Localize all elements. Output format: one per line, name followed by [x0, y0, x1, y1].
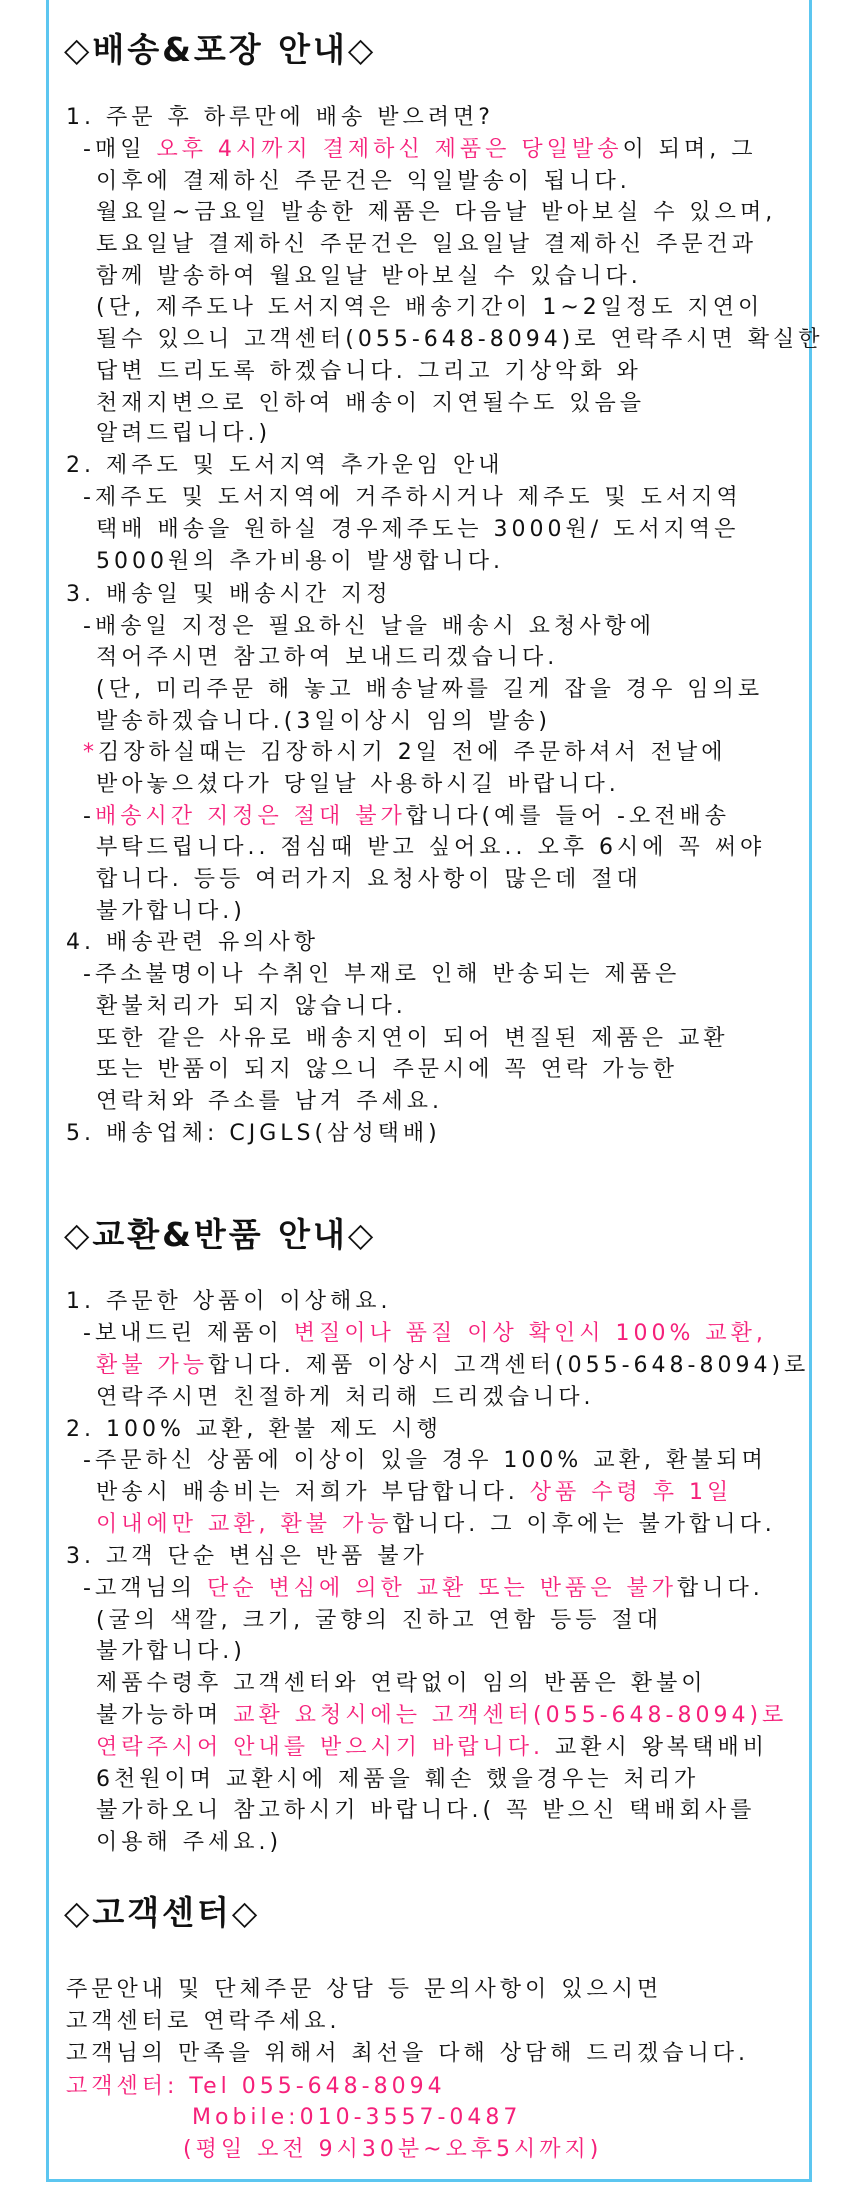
text-segment: 천재지변으로 인하여 배송이 지연될수도 있음을	[96, 391, 646, 416]
text-line	[96, 1795, 755, 1827]
text-line	[96, 1605, 662, 1637]
text-line	[96, 166, 631, 198]
text-line	[96, 1086, 443, 1118]
text-segment: 2. 제주도 및 도서지역 추가운임 안내	[66, 453, 504, 478]
text-segment: 연락주시면 친절하게 처리해 드리겠습니다.	[96, 1385, 595, 1410]
text-line	[83, 1573, 764, 1605]
text-line	[96, 1509, 776, 1541]
text-line	[66, 1974, 662, 2006]
text-segment: 불가합니다.)	[96, 1639, 246, 1664]
text-line	[66, 1118, 441, 1150]
highlighted-text: (평일 오전 9시30분~오후5시까지)	[183, 2137, 603, 2162]
text-line	[96, 324, 824, 356]
text-segment: -제주도 및 도서지역에 거주하시거나 제주도 및 도서지역	[83, 485, 742, 510]
text-line	[96, 1023, 729, 1055]
text-line	[96, 674, 763, 706]
highlighted-text: 배송시간 지정은 절대 불가	[94, 804, 406, 829]
text-segment: 합니다. 그 이후에는 불가합니다.	[392, 1512, 776, 1537]
text-segment: 받아놓으셨다가 당일날 사용하시길 바랍니다.	[96, 772, 620, 797]
text-segment: 교환시 왕복택배비	[544, 1735, 769, 1760]
text-line	[96, 546, 504, 578]
text-segment: (굴의 색깔, 크기, 굴향의 진하고 연함 등등 절대	[96, 1608, 663, 1633]
text-segment: -	[83, 804, 95, 829]
text-line	[96, 514, 739, 546]
text-line	[96, 769, 620, 801]
text-line	[83, 801, 730, 833]
highlighted-text: 이내에만 교환, 환불 가능	[96, 1512, 393, 1537]
text-segment: 합니다. 등등 여러가지 요청사항이 많은데 절대	[96, 867, 642, 892]
text-line	[96, 1382, 595, 1414]
text-line	[96, 896, 246, 928]
text-segment: 3. 고객 단순 변심은 반품 불가	[66, 1544, 428, 1569]
text-segment: 함께 발송하여 월요일날 받아보실 수 있습니다.	[96, 264, 642, 289]
text-line	[66, 579, 391, 611]
text-segment: -배송일 지정은 필요하신 날을 배송시 요청사항에	[83, 614, 655, 639]
text-segment: -매일	[83, 137, 157, 162]
section-title-exchange-return: ◇교환&반품 안내◇	[64, 1215, 377, 1254]
text-segment: 부탁드립니다.. 점심때 받고 싶어요.. 오후 6시에 꼭 써야	[96, 835, 766, 860]
text-segment: 고객센터로 연락주세요.	[66, 2009, 341, 2034]
text-line	[96, 261, 642, 293]
text-segment: 제품수령후 고객센터와 연락없이 임의 반품은 환불이	[96, 1671, 707, 1696]
text-line	[96, 1054, 678, 1086]
highlighted-text: 고객센터: Tel 055-648-8094	[66, 2074, 446, 2099]
text-line	[66, 2071, 446, 2103]
text-segment: -주소불명이나 수취인 부재로 인해 반송되는 제품은	[83, 962, 681, 987]
text-segment: (단, 미리주문 해 놓고 배송날짜를 길게 잡을 경우 임의로	[96, 677, 764, 702]
text-line	[66, 450, 504, 482]
text-line	[96, 1636, 246, 1668]
text-segment: -보내드린 제품이	[83, 1321, 294, 1346]
text-line	[96, 1477, 732, 1509]
highlighted-text: 환불 가능	[96, 1353, 209, 1378]
text-segment: -고객님의	[83, 1576, 207, 1601]
text-line	[96, 832, 765, 864]
text-segment: -주문하신 상품에 이상이 있을 경우 100% 교환, 환불되며	[83, 1448, 767, 1473]
text-segment: 합니다(예를 들어 -오전배송	[405, 804, 730, 829]
text-line	[96, 388, 645, 420]
text-line	[183, 2134, 602, 2166]
text-line	[96, 1700, 787, 1732]
text-segment: 환불처리가 되지 않습니다.	[96, 994, 407, 1019]
text-segment: 불가합니다.)	[96, 899, 246, 924]
text-segment: 불가하오니 참고하시기 바랍니다.( 꼭 받으신 택배회사를	[96, 1798, 756, 1823]
text-segment: 4. 배송관련 유의사항	[66, 930, 319, 955]
text-line	[96, 1350, 809, 1382]
text-line	[66, 102, 494, 134]
text-line	[83, 611, 655, 643]
text-line	[96, 1668, 707, 1700]
text-line	[83, 482, 742, 514]
highlighted-text: *	[83, 740, 98, 765]
text-segment: (단, 제주도나 도서지역은 배송기간이 1~2일정도 지연이	[96, 295, 764, 320]
highlighted-text: Mobile:010-3557-0487	[192, 2105, 522, 2130]
text-segment: 이용해 주세요.)	[96, 1830, 283, 1855]
text-segment: 고객님의 만족을 위해서 최선을 다해 상담해 드리겠습니다.	[66, 2041, 750, 2066]
text-segment: 이 되며, 그	[622, 137, 757, 162]
highlighted-text: 변질이나 품질 이상 확인시 100% 교환,	[293, 1321, 767, 1346]
text-line	[96, 864, 642, 896]
text-line	[96, 229, 757, 261]
text-line	[66, 927, 319, 959]
text-segment: 또는 반품이 되지 않으니 주문시에 꼭 연락 가능한	[96, 1057, 678, 1082]
highlighted-text: 오후 4시까지 결제하신 제품은 당일발송	[156, 137, 623, 162]
text-line	[96, 292, 763, 324]
text-segment: 발송하겠습니다.(3일이상시 임의 발송)	[96, 709, 551, 734]
section-title-customer-center: ◇고객센터◇	[64, 1893, 261, 1932]
text-line	[66, 2038, 749, 2070]
text-segment: 연락처와 주소를 남겨 주세요.	[96, 1089, 443, 1114]
text-segment: 이후에 결제하신 주문건은 익일발송이 됩니다.	[96, 169, 631, 194]
text-line	[66, 1414, 442, 1446]
highlighted-text: 교환 요청시에는 고객센터(055-648-8094)로	[233, 1703, 788, 1728]
text-segment: 또한 같은 사유로 배송지연이 되어 변질된 제품은 교환	[96, 1026, 729, 1051]
text-line	[96, 991, 407, 1023]
text-segment: 주문안내 및 단체주문 상담 등 문의사항이 있으시면	[66, 1977, 663, 2002]
text-segment: 토요일날 결제하신 주문건은 일요일날 결제하신 주문건과	[96, 232, 758, 257]
text-segment: 될수 있으니 고객센터(055-648-8094)로 연락주시면 확실한	[96, 327, 824, 352]
text-segment: 월요일~금요일 발송한 제품은 다음날 받아보실 수 있으며,	[96, 200, 777, 225]
text-line	[96, 197, 776, 229]
text-segment: 답변 드리도록 하겠습니다. 그리고 기상악화 와	[96, 359, 642, 384]
text-line	[192, 2102, 521, 2134]
text-line	[96, 356, 642, 388]
text-line	[83, 1318, 767, 1350]
text-segment: 1. 주문한 상품이 이상해요.	[66, 1289, 392, 1314]
text-segment: 3. 배송일 및 배송시간 지정	[66, 582, 392, 607]
text-segment: 알려드립니다.)	[96, 421, 272, 446]
text-line	[96, 1732, 768, 1764]
text-line	[96, 642, 558, 674]
text-line	[96, 1827, 282, 1859]
text-line	[96, 418, 271, 450]
text-line	[83, 959, 680, 991]
text-segment: 불가능하며	[96, 1703, 234, 1728]
text-line	[83, 134, 756, 166]
text-line	[66, 1286, 391, 1318]
highlighted-text: 상품 수령 후 1일	[529, 1480, 733, 1505]
text-segment: 합니다. 제품 이상시 고객센터(055-648-8094)로	[208, 1353, 810, 1378]
text-segment: 1. 주문 후 하루만에 배송 받으려면?	[66, 105, 494, 130]
text-line	[83, 1445, 767, 1477]
text-line	[66, 2006, 341, 2038]
text-segment: 합니다.	[676, 1576, 764, 1601]
text-line	[96, 1764, 699, 1796]
text-segment: 2. 100% 교환, 환불 제도 시행	[66, 1417, 442, 1442]
text-line	[83, 737, 727, 769]
text-segment: 6천원이며 교환시에 제품을 훼손 했을경우는 처리가	[96, 1767, 700, 1792]
highlighted-text: 연락주시어 안내를 받으시기 바랍니다.	[96, 1735, 545, 1760]
text-segment: 택배 배송을 원하실 경우제주도는 3000원/ 도서지역은	[96, 517, 740, 542]
text-line	[66, 1541, 428, 1573]
text-segment: 반송시 배송비는 저희가 부담합니다.	[96, 1480, 530, 1505]
text-line	[96, 706, 551, 738]
text-segment: 적어주시면 참고하여 보내드리겠습니다.	[96, 645, 559, 670]
section-title-shipping-packaging: ◇배송&포장 안내◇	[64, 30, 377, 69]
text-segment: 김장하실때는 김장하시기 2일 전에 주문하셔서 전날에	[98, 740, 727, 765]
highlighted-text: 단순 변심에 의한 교환 또는 반품은 불가	[206, 1576, 677, 1601]
text-segment: 5. 배송업체: CJGLS(삼성택배)	[66, 1121, 441, 1146]
text-segment: 5000원의 추가비용이 발생합니다.	[96, 549, 504, 574]
